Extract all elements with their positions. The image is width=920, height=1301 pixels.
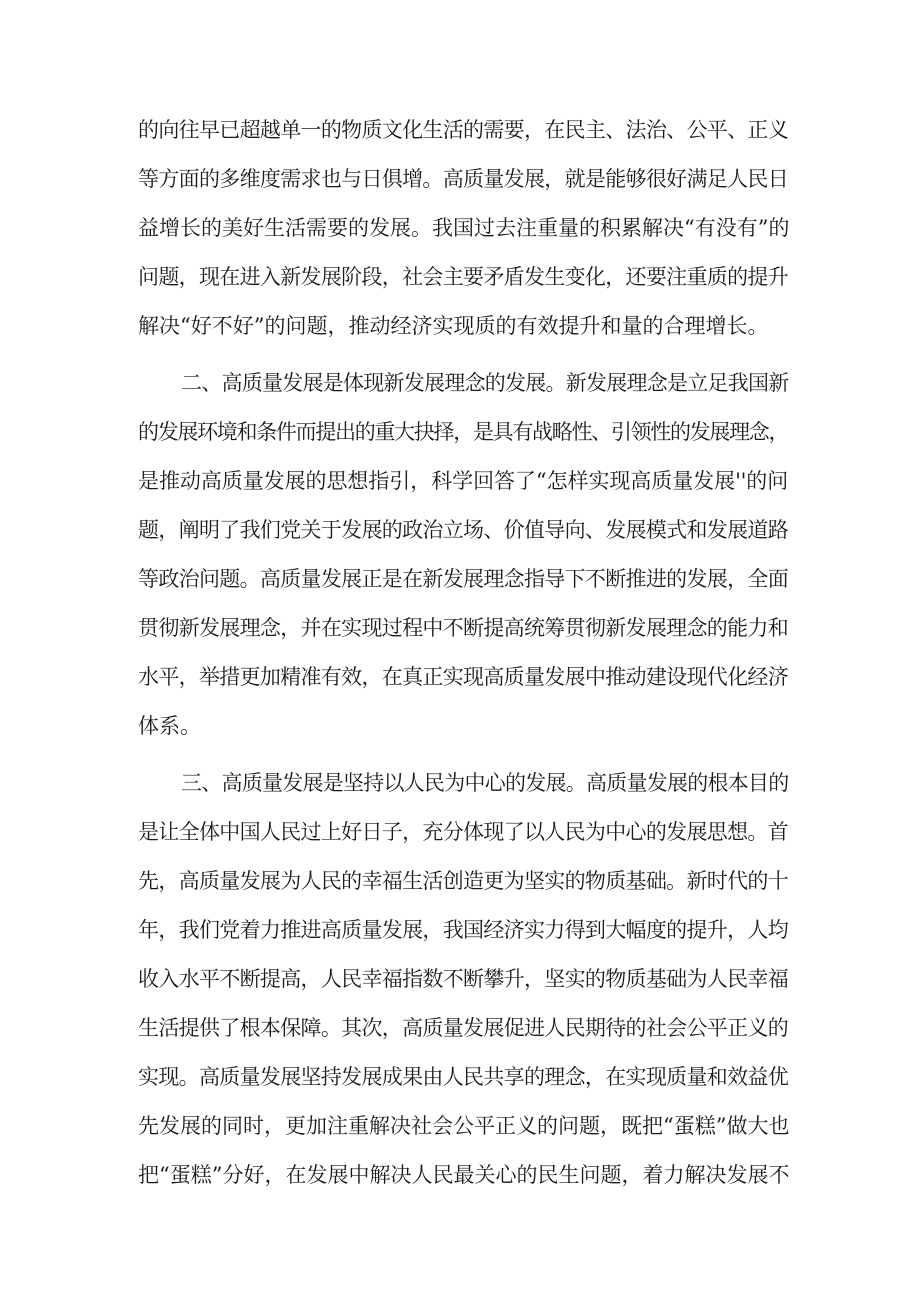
paragraph-1-line-3: 益增长的美好生活需要的发展。我国过去注重量的积累解决“有没有”的 [138, 216, 790, 240]
paragraph-3-line-6: 生活提供了根本保障。其次，高质量发展促进人民期待的社会公平正义的 [138, 1016, 788, 1040]
paragraph-3-line-8: 先发展的同时，更加注重解决社会公平正义的问题，既把“蛋糕”做大也 [138, 1114, 790, 1138]
paragraph-2-line-6: 贯彻新发展理念，并在实现过程中不断提高统筹贯彻新发展理念的能力和 [138, 616, 788, 640]
paragraph-3-line-4: 年，我们党着力推进高质量发展，我国经济实力得到大幅度的提升，人均 [138, 918, 788, 942]
paragraph-1-line-4: 问题，现在进入新发展阶段，社会主要矛盾发生变化，还要注重质的提升 [138, 265, 788, 289]
paragraph-2-line-2: 的发展环境和条件而提出的重大抉择，是具有战略性、引领性的发展理念， [138, 420, 788, 444]
paragraph-3-line-7: 实现。高质量发展坚持发展成果由人民共享的理念，在实现质量和效益优 [138, 1065, 788, 1089]
paragraph-2-line-5: 等政治问题。高质量发展正是在新发展理念指导下不断推进的发展，全面 [138, 567, 788, 591]
paragraph-1-line-2: 等方面的多维度需求也与日俱增。高质量发展，就是能够很好满足人民日 [138, 167, 788, 191]
paragraph-3-line-3: 先，高质量发展为人民的幸福生活创造更为坚实的物质基础。新时代的十 [138, 869, 788, 893]
paragraph-2-line-8: 体系。 [138, 714, 201, 738]
paragraph-3-line-1: 三、高质量发展是坚持以人民为中心的发展。高质量发展的根本目的 [181, 771, 789, 795]
paragraph-2-line-1: 二、高质量发展是体现新发展理念的发展。新发展理念是立足我国新 [181, 371, 789, 395]
paragraph-2-line-7: 水平，举措更加精准有效，在真正实现高质量发展中推动建设现代化经济 [138, 665, 788, 689]
paragraph-3-line-9: 把“蛋糕”分好，在发展中解决人民最关心的民生问题，着力解决发展不 [138, 1163, 790, 1187]
paragraph-1-line-1: 的向往早已超越单一的物质文化生活的需要，在民主、法治、公平、正义 [138, 118, 788, 142]
paragraph-3-line-5: 收入水平不断提高，人民幸福指数不断攀升，坚实的物质基础为人民幸福 [138, 967, 788, 991]
paragraph-3-line-2: 是让全体中国人民过上好日子，充分体现了以人民为中心的发展思想。首 [138, 820, 788, 844]
paragraph-2-line-4: 题，阐明了我们党关于发展的政治立场、价值导向、发展模式和发展道路 [138, 518, 788, 542]
paragraph-2-line-3: 是推动高质量发展的思想指引，科学回答了“怎样实现高质量发展''的问 [138, 469, 788, 493]
paragraph-1-line-5: 解决“好不好”的问题，推动经济实现质的有效提升和量的合理增长。 [138, 314, 769, 338]
